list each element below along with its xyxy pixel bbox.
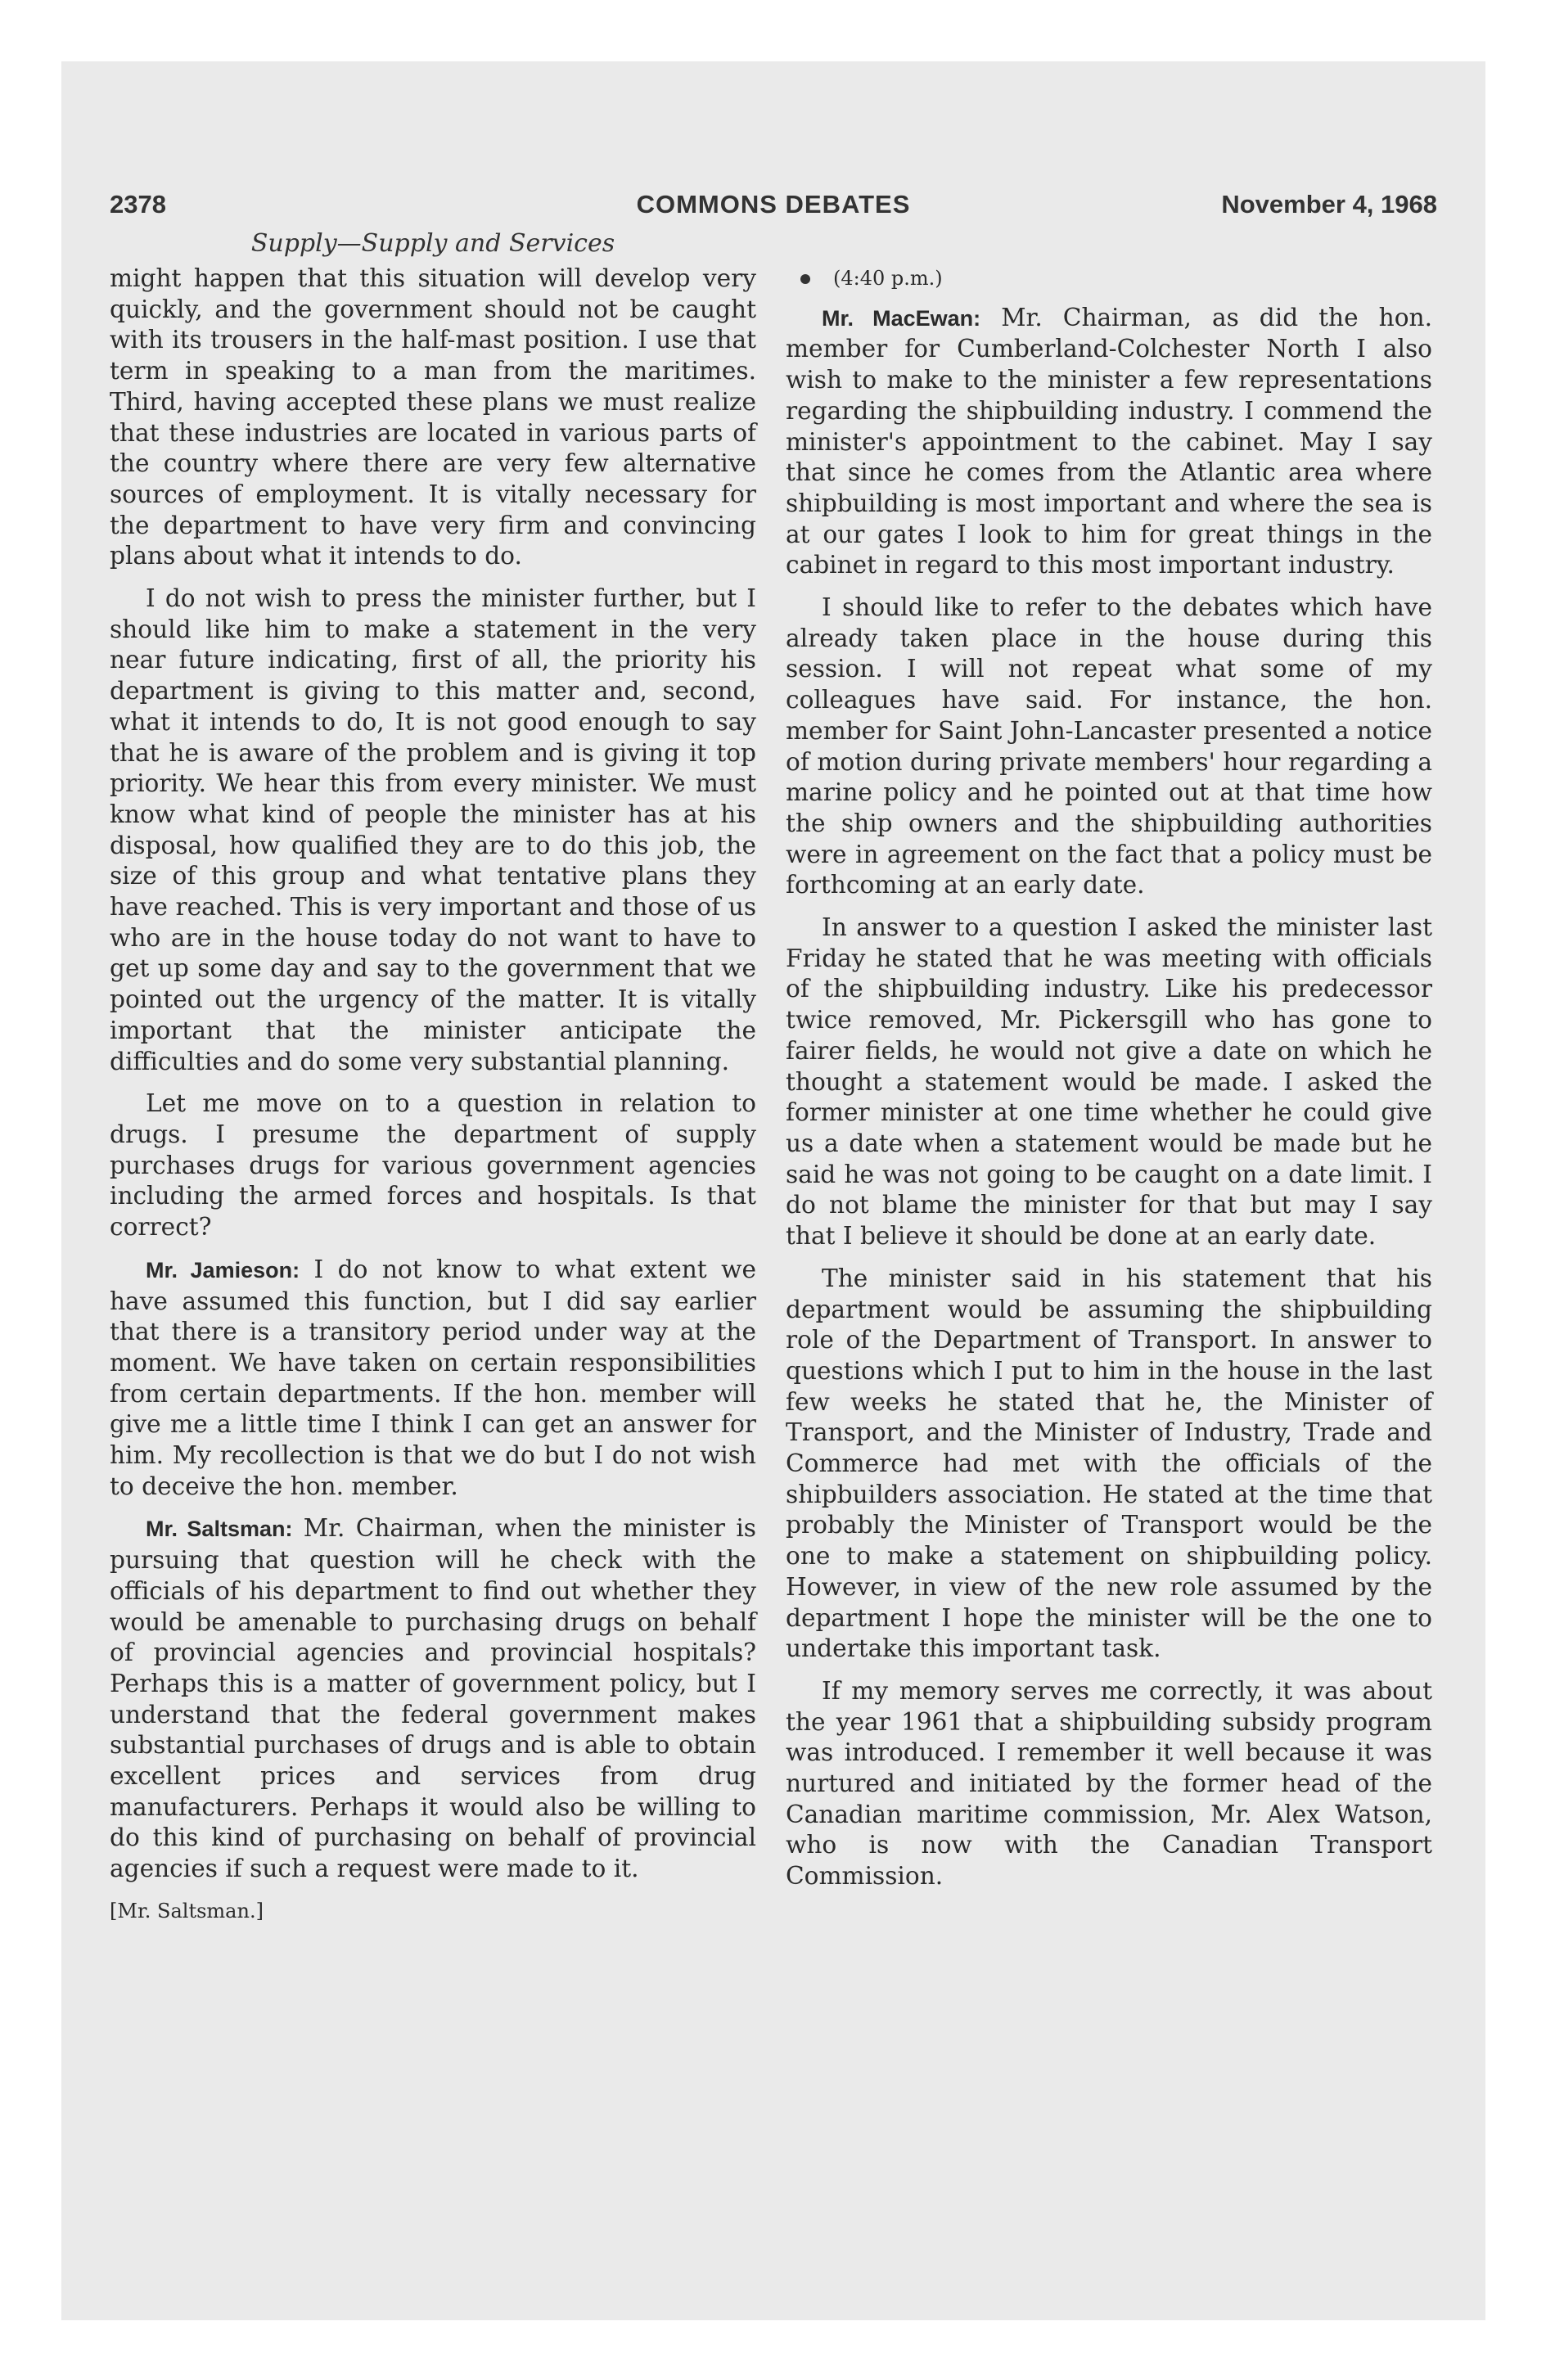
paragraph: I do not wish to press the minister further, but I should like him to make a statement in the very near future indicating, first of all, the priority his department is giving to this matter and, second, what it intends to do, It is not good enough to say that he is aware of the problem and is giving it top priority. We hear this from every minister. We must know what kind of people the minister has at his disposal, how qualified they are to do this job, the size of this group and what tentative plans they have reached. This is very important and those of us who are in the house today do not want to have to get up some day and say to the government that we pointed out the urgency of the matter. It is vitally important that the minister anticipate the difficulties and do some very substantial planning. xyxy=(110,584,756,1075)
publication-title: COMMONS DEBATES xyxy=(636,190,911,219)
paragraph: I should like to refer to the debates which have already taken place in the house during this session. I will not repeat what some of my colleagues have said. For instance, the hon. member for Saint John-Lancaster presented a notice of motion during private members' hour regarding a marine policy and he pointed out at that time how the ship owners and the shipbuilding authorities were in agreement on the fact that a policy must be forthcoming at an early date. xyxy=(786,593,1432,899)
speech-text: I do not know to what extent we have assumed this function, but I did say earlier that there is a transitory period under way at the moment. We have taken on certain responsibilities from certain departments. If the hon. member will give me a little time I think I can get an answer for him. My recollection is that we do but I do not wish to deceive the hon. member. xyxy=(110,1255,756,1500)
bullet-icon xyxy=(800,274,810,284)
speech-text: Mr. Chairman, as did the hon. member for Cumberland-Colchester North I also wish to make to the minister a few representations regarding the shipbuilding industry. I commend the minister's appointment to the cabinet. May I say that since he comes from the Atlantic area where shipbuilding is most important and where the sea is at our gates I look to him for great things in the cabinet in regard to this most important industry. xyxy=(786,303,1432,579)
paragraph: In answer to a question I asked the minister last Friday he stated that he was meeting with officials of the shipbuilding industry. Like his predecessor twice removed, Mr. Pickersgill who has gone to fairer fields, he would not give a date on which he thought a statement would be made. I asked the former minister at one time whether he could give us a date when a statement would be made but he said he was not going to be caught on a date limit. I do not blame the minister for that but may I say that I believe it should be done at an early date. xyxy=(786,913,1432,1251)
speaker-name: Mr. Saltsman: xyxy=(146,1517,293,1542)
time-marker xyxy=(786,264,1432,295)
left-column xyxy=(110,264,756,1939)
running-head: Supply—Supply and Services xyxy=(250,229,615,258)
page-number: 2378 xyxy=(110,190,166,219)
time-text: (4:40 p.m.) xyxy=(833,267,943,290)
speech-jamieson xyxy=(110,1255,756,1503)
issue-date: November 4, 1968 xyxy=(1221,190,1437,219)
speaker-name: Mr. Jamieson: xyxy=(146,1257,300,1282)
paragraph: might happen that this situation will develop very quickly, and the government should not be caught with its trousers in the half-mast position. I use that term in speaking to a man from the maritimes. Third, having accepted these plans we must realize that these industries are located in various parts of the country where there are very few alternative sources of employment. It is vitally necessary for the department to have very firm and convincing plans about what it intends to do. xyxy=(110,264,756,570)
speech-macewan xyxy=(786,303,1432,581)
speech-text: Mr. Chairman, when the minister is pursuing that question will he check with the officials of his department to find out whether they would be amenable to purchasing drugs on behalf of provincial agencies and provincial hospitals? Perhaps this is a matter of government policy, but I understand that the federal government makes substantial purchases of drugs and is able to obtain excellent prices and services from drug manufacturers. Perhaps it would also be willing to do this kind of purchasing on behalf of provincial agencies if such a request were made to it. xyxy=(110,1514,756,1883)
paragraph: The minister said in his statement that his department would be assuming the shipbuilding role of the Department of Transport. In answer to questions which I put to him in the house in the last few weeks he stated that he, the Minister of Transport, and the Minister of Industry, Trade and Commerce had met with the officials of the shipbuilders association. He stated at the time that probably the Minister of Transport would be the one to make a statement on shipbuilding policy. However, in view of the new role assumed by the department I hope the minister will be the one to undertake this important task. xyxy=(786,1264,1432,1663)
column-footer: [Mr. Saltsman.] xyxy=(110,1899,264,1922)
right-column xyxy=(786,264,1432,1904)
page-header xyxy=(110,190,1437,223)
speaker-name: Mr. MacEwan: xyxy=(822,305,981,331)
paragraph: Let me move on to a question in relation to drugs. I presume the department of supply purchases drugs for various government agencies including the armed forces and hospitals. Is that correct? xyxy=(110,1089,756,1242)
paragraph: If my memory serves me correctly, it was about the year 1961 that a shipbuilding subsidy program was introduced. I remember it well because it was nurtured and initiated by the former head of the Canadian maritime commission, Mr. Alex Watson, who is now with the Canadian Transport Commission. xyxy=(786,1676,1432,1891)
document-page xyxy=(110,190,1437,2220)
speech-saltsman xyxy=(110,1513,756,1884)
